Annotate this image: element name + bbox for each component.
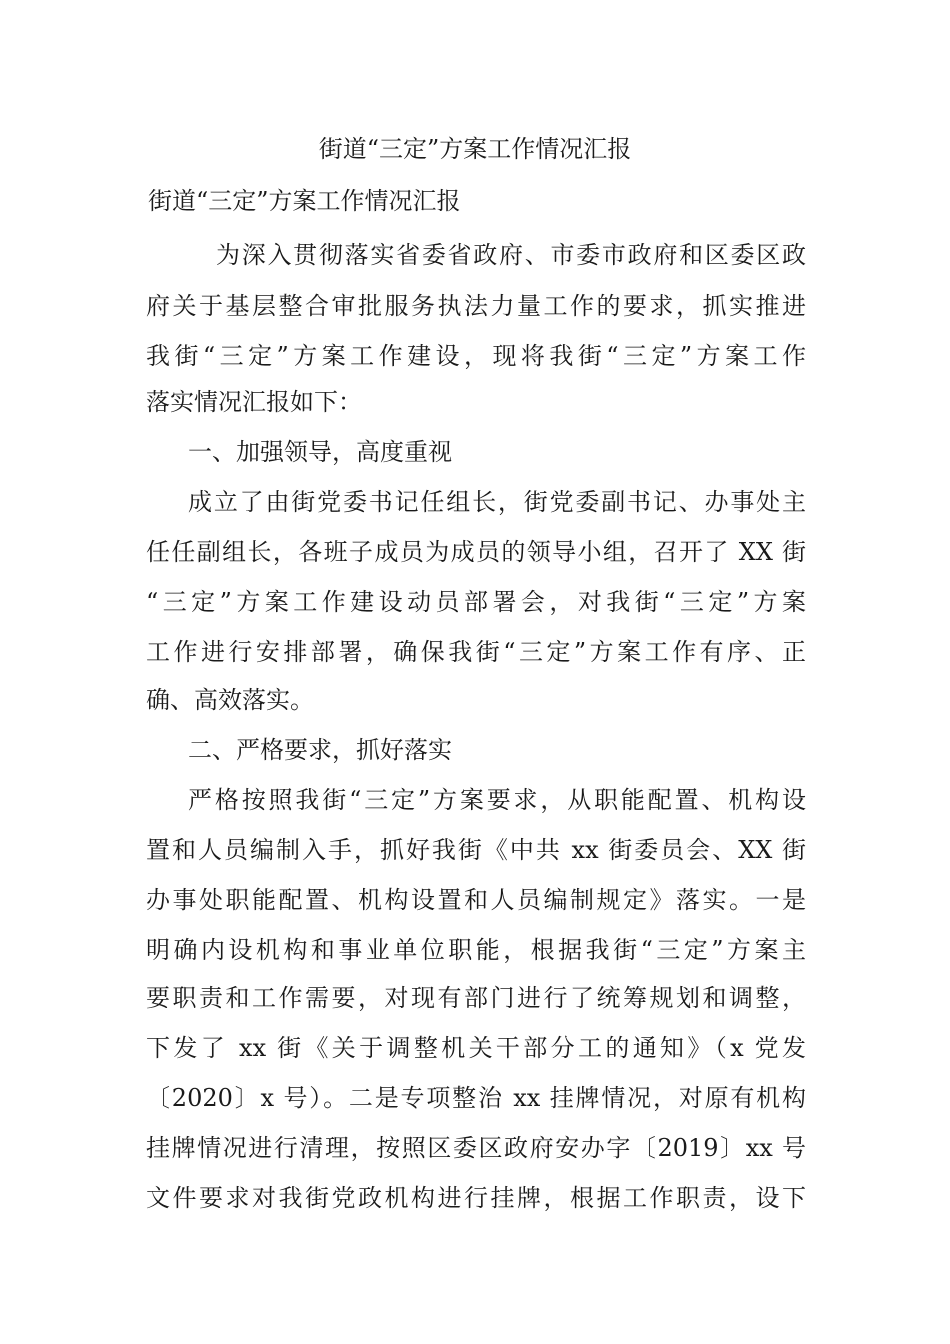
paragraph-2-line-5: 确、高效落实。 — [146, 686, 314, 714]
paragraph-3-line-3: 办事处职能配置、机构设置和人员编制规定》落实。一是 — [146, 886, 806, 914]
paragraph-3-line-2: 置和人员编制入手，抓好我街《中共 xx 街委员会、XX 街 — [146, 836, 806, 864]
paragraph-3-line-4: 明确内设机构和事业单位职能，根据我街“三定”方案主 — [146, 936, 806, 964]
paragraph-2-line-3: “三定”方案工作建设动员部署会，对我街“三定”方案 — [146, 588, 806, 616]
section-heading-1: 一、加强领导，高度重视 — [188, 438, 452, 466]
paragraph-1-line-2: 府关于基层整合审批服务执法力量工作的要求，抓实推进 — [146, 292, 806, 320]
paragraph-3-line-1: 严格按照我街“三定”方案要求，从职能配置、机构设 — [188, 786, 806, 814]
paragraph-3-line-8: 挂牌情况进行清理，按照区委区政府安办字〔2019〕xx 号 — [146, 1134, 806, 1162]
paragraph-1-line-3: 我街“三定”方案工作建设，现将我街“三定”方案工作 — [146, 342, 806, 370]
section-heading-2: 二、严格要求，抓好落实 — [188, 736, 452, 764]
paragraph-2-line-2: 任任副组长，各班子成员为成员的领导小组，召开了 XX 街 — [146, 538, 806, 566]
paragraph-3-line-9: 文件要求对我街党政机构进行挂牌，根据工作职责，设下 — [146, 1184, 806, 1212]
document-subtitle: 街道“三定”方案工作情况汇报 — [148, 187, 461, 215]
document-title: 街道“三定”方案工作情况汇报 — [318, 135, 632, 163]
paragraph-1-line-4: 落实情况汇报如下： — [146, 388, 362, 416]
paragraph-3-line-5: 要职责和工作需要，对现有部门进行了统筹规划和调整， — [146, 984, 806, 1012]
paragraph-3-line-6: 下发了 xx 街《关于调整机关干部分工的通知》（x 党发 — [146, 1034, 806, 1062]
paragraph-2-line-4: 工作进行安排部署，确保我街“三定”方案工作有序、正 — [146, 638, 806, 666]
paragraph-2-line-1: 成立了由街党委书记任组长，街党委副书记、办事处主 — [188, 488, 806, 516]
paragraph-1-line-1: 为深入贯彻落实省委省政府、市委市政府和区委区政 — [216, 241, 806, 269]
paragraph-3-line-7: 〔2020〕x 号）。二是专项整治 xx 挂牌情况，对原有机构 — [146, 1084, 806, 1112]
